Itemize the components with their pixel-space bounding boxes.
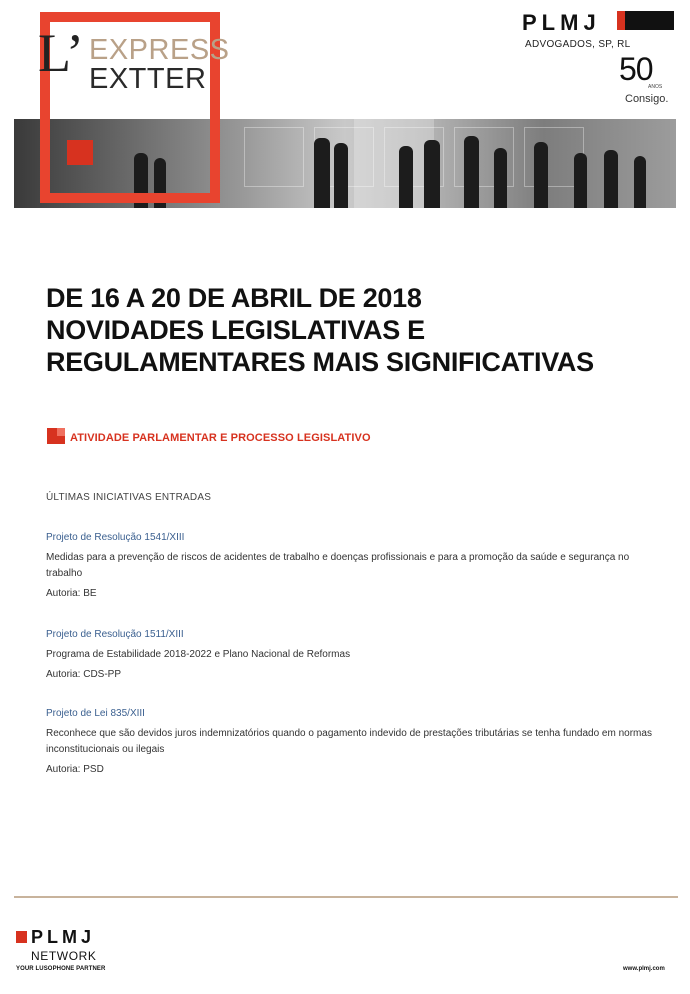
network-logo-word: NETWORK xyxy=(31,949,97,963)
section-subheading: ÚLTIMAS INICIATIVAS ENTRADAS xyxy=(46,492,212,503)
banner-person xyxy=(534,142,548,208)
entry-author: Autoria: PSD xyxy=(46,764,104,775)
entry-ref-link[interactable]: Projeto de Lei 835/XIII xyxy=(46,708,145,719)
firm-logo-name: PLMJ xyxy=(522,10,601,35)
banner-light xyxy=(354,119,434,208)
banner-window xyxy=(244,127,304,187)
banner-person xyxy=(314,138,330,208)
network-logo-name: PLMJ xyxy=(31,927,96,947)
network-tagline: YOUR LUSOPHONE PARTNER xyxy=(16,966,106,972)
banner-person xyxy=(399,146,413,208)
page-title xyxy=(46,282,666,378)
section-marker-icon xyxy=(47,428,65,444)
banner-person xyxy=(634,156,646,208)
banner-person xyxy=(464,136,479,208)
banner-person xyxy=(494,148,507,208)
entry-ref-link[interactable]: Projeto de Resolução 1541/XIII xyxy=(46,532,185,543)
banner-person xyxy=(574,153,587,208)
list-item xyxy=(46,706,666,778)
anniversary-number: 50 xyxy=(619,51,653,87)
anniversary-anos: ANOS xyxy=(648,84,663,90)
logo-extter: EXTTER xyxy=(89,63,207,95)
entry-author: Autoria: CDS-PP xyxy=(46,669,122,680)
firm-logo-subtitle: ADVOGADOS, SP, RL xyxy=(525,39,631,50)
logo-express: EXPRESS xyxy=(89,34,230,66)
section-title: ATIVIDADE PARLAMENTAR E PROCESSO LEGISLATIVO xyxy=(70,432,371,444)
footer-divider xyxy=(14,896,678,898)
banner-person xyxy=(604,150,618,208)
list-item xyxy=(46,627,666,683)
list-item xyxy=(46,530,666,602)
logo-frame-square xyxy=(67,140,93,165)
entry-ref-link[interactable]: Projeto de Resolução 1511/XIII xyxy=(46,629,184,640)
title-line: NOVIDADES LEGISLATIVAS E xyxy=(46,315,425,345)
entry-author: Autoria: BE xyxy=(46,588,97,599)
logo-l: L’ xyxy=(38,23,85,83)
website-link[interactable]: www.plmj.com xyxy=(623,966,665,972)
title-line: REGULAMENTARES MAIS SIGNIFICATIVAS xyxy=(46,347,594,377)
network-logo-square xyxy=(16,931,27,943)
banner-person xyxy=(334,143,348,208)
entry-description: Programa de Estabilidade 2018-2022 e Plano Nacional de Reformas xyxy=(46,649,351,660)
title-line: DE 16 A 20 DE ABRIL DE 2018 xyxy=(46,283,422,313)
entry-description: Medidas para a prevenção de riscos de acidentes de trabalho e doenças profissionais e para a promoção da saúde e segurança no trabalho xyxy=(46,552,630,579)
entry-description: Reconhece que são devidos juros indemnizatórios quando o pagamento indevido de prestações tributárias se tenha fundado em normas inconstitucionais ou ilegais xyxy=(46,728,652,755)
firm-logo-bar xyxy=(617,11,674,30)
banner-person xyxy=(424,140,440,208)
anniversary-tagline: Consigo. xyxy=(625,93,669,105)
